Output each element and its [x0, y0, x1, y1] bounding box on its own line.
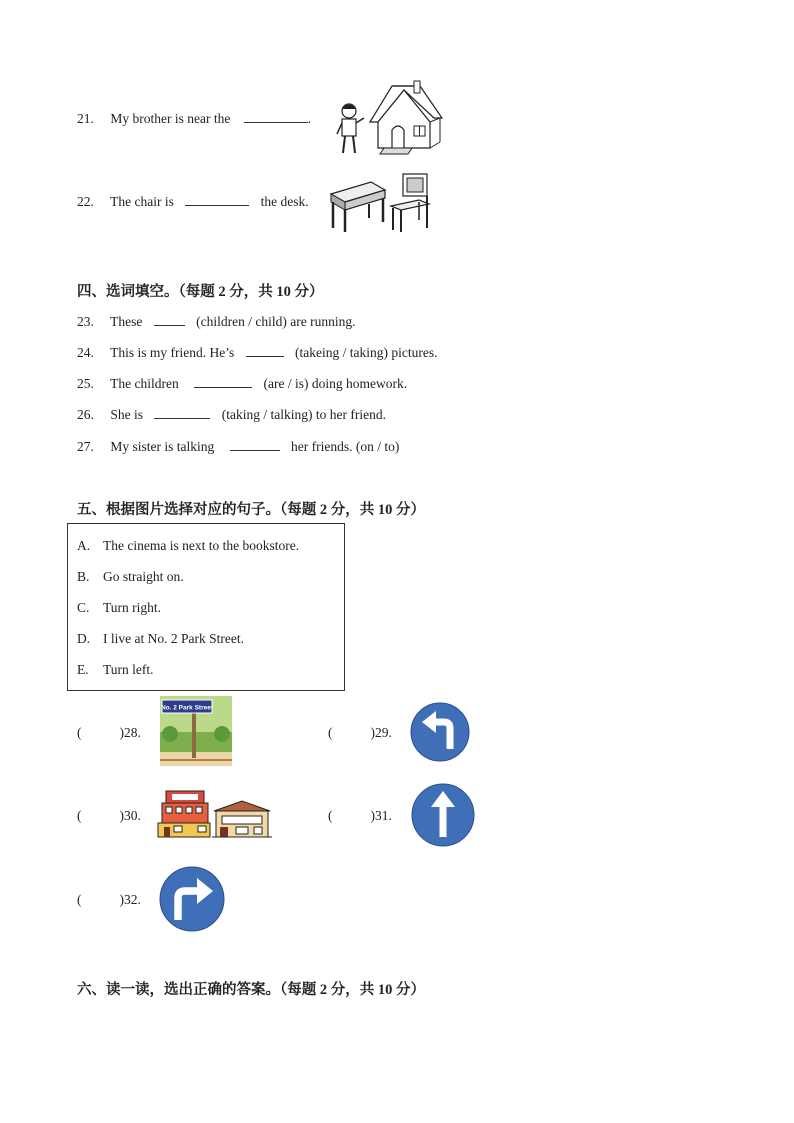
- section-4-title: 四、选词填空。（每题 2 分，共 10 分）: [77, 284, 324, 300]
- street-sign-text: No. 2 Park Street: [160, 704, 214, 712]
- option-e: E. Turn left.: [77, 662, 154, 677]
- turn-right-sign-icon: [159, 866, 225, 932]
- question-number: 22.: [77, 194, 94, 209]
- option-a: A. The cinema is next to the bookstore.: [77, 538, 300, 553]
- turn-left-sign-icon: [410, 702, 470, 762]
- answer-blank[interactable]: [185, 193, 249, 206]
- option-b: B. Go straight on.: [77, 569, 184, 584]
- question-text-post: the desk.: [260, 194, 309, 209]
- question-number: 21.: [77, 111, 94, 126]
- answer-blank[interactable]: [154, 313, 185, 326]
- desk-and-chair-image: [329, 172, 433, 234]
- question-23: 23. These (children / child) are running.: [77, 314, 356, 329]
- options-box: [67, 523, 345, 691]
- option-d: D. I live at No. 2 Park Street.: [77, 631, 244, 646]
- section-5-title: 五、根据图片选择对应的句子。（每题 2 分，共 10 分）: [77, 502, 425, 518]
- question-26: 26. She is (taking / talking) to her friend.: [77, 407, 386, 422]
- street-sign-image: [160, 696, 232, 766]
- cinema-and-bookstore-image: [158, 789, 272, 839]
- option-c: C. Turn right.: [77, 600, 162, 615]
- answer-paren-28[interactable]: ( )28.: [77, 725, 141, 740]
- answer-blank[interactable]: [194, 375, 252, 388]
- question-27: 27. My sister is talking her friends. (on / to): [77, 439, 400, 454]
- answer-paren-31[interactable]: ( )31.: [328, 808, 392, 823]
- go-straight-sign-icon: [411, 783, 475, 847]
- answer-paren-29[interactable]: ( )29.: [328, 725, 392, 740]
- question-24: 24. This is my friend. He’s (takeing / taking) pictures.: [77, 345, 438, 360]
- question-22: [77, 193, 309, 210]
- answer-paren-30[interactable]: ( )30.: [77, 808, 141, 823]
- section-6-title: 六、读一读，选出正确的答案。（每题 2 分，共 10 分）: [77, 982, 425, 998]
- answer-paren-32[interactable]: ( )32.: [77, 892, 141, 907]
- question-text-pre: The chair is: [110, 194, 174, 209]
- answer-blank[interactable]: [154, 406, 210, 419]
- question-25: 25. The children (are / is) doing homework.: [77, 376, 408, 391]
- question-text: My brother is near the: [110, 111, 231, 126]
- boy-and-house-image: [334, 78, 446, 160]
- answer-blank[interactable]: [230, 438, 280, 451]
- answer-blank[interactable]: [244, 110, 308, 123]
- question-21: 21. My brother is near the .: [77, 111, 312, 126]
- answer-blank[interactable]: [246, 344, 284, 357]
